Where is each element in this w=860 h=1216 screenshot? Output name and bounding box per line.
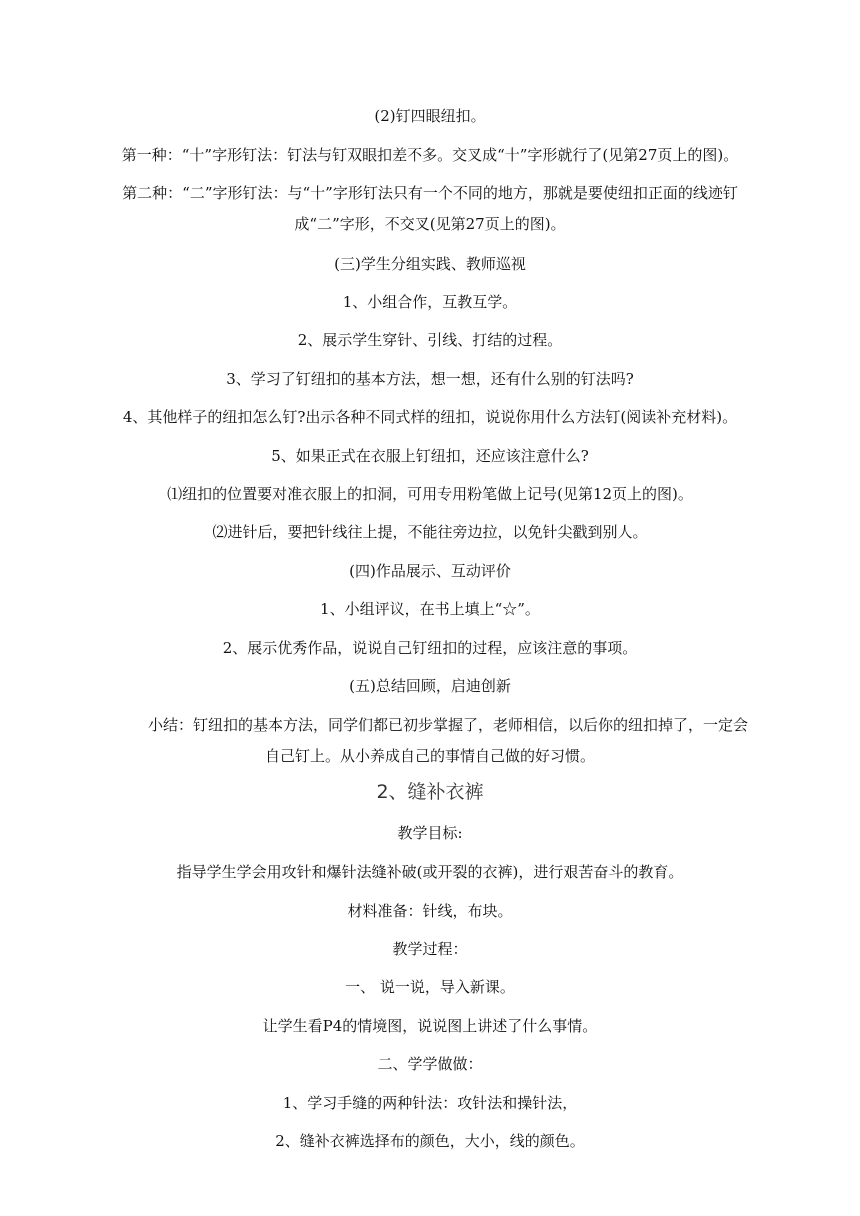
teaching-goals-text: 指导学生学会用攻针和爆针法缝补破(或开裂的衣裤)，进行艰苦奋斗的教育。 (176, 863, 684, 881)
list-item: 2、展示学生穿针、引线、打结的过程。 (297, 331, 563, 349)
list-item: 2、展示优秀作品，说说自己钉纽扣的过程，应该注意的事项。 (222, 639, 638, 657)
list-item: 1、小组评议，在书上填上“☆”。 (320, 600, 540, 618)
lesson-title: 2、缝补衣裤 (376, 781, 484, 803)
paragraph-summary: 小结：钉纽扣的基本方法，同学们都已初步掌握了，老师相信，以后你的纽扣掉了，一定会 (147, 716, 748, 734)
section-heading-practice: (三)学生分组实践、教师巡视 (334, 255, 526, 273)
teaching-goals-label: 教学目标: (397, 824, 463, 842)
list-item: ⑵进针后，要把针线往上提，不能往旁边拉，以免针尖戳到别人。 (212, 523, 648, 541)
list-item: 1、小组合作，互教互学。 (342, 293, 518, 311)
paragraph-summary-cont: 自己钉上。从小养成自己的事情自己做的好习惯。 (264, 747, 595, 765)
list-item: 1、学习手缝的两种针法：攻针法和操针法， (282, 1094, 578, 1112)
step-heading-one: 一、 说一说，导入新课。 (345, 978, 515, 996)
materials-text: 材料准备：针线，布块。 (347, 902, 513, 920)
list-item: 4、其他样子的纽扣怎么钉?出示各种不同式样的纽扣，说说你用什么方法钉(阅读补充材料)。 (122, 408, 738, 426)
paragraph-method-one: 第一种：“十”字形钉法：钉法与钉双眼扣差不多。交叉成“十”字形就行了(见第27页上的图)。 (121, 146, 739, 164)
section-heading-showcase: (四)作品展示、互动评价 (349, 562, 511, 580)
teaching-process-label: 教学过程： (392, 940, 468, 958)
step-heading-two: 二、学学做做： (377, 1055, 483, 1073)
list-item: ⑴纽扣的位置要对准衣服上的扣洞，可用专用粉笔做上记号(见第12页上的图)。 (167, 485, 693, 503)
list-item: 5、如果正式在衣服上钉纽扣，还应该注意什么? (271, 447, 589, 465)
step-text: 让学生看P4的情境图，说说图上讲述了什么事情。 (262, 1017, 598, 1035)
paragraph-method-two: 第二种：“二”字形钉法：与“十”字形钉法只有一个不同的地方，那就是要使纽扣正面的线迹钉 (122, 184, 738, 202)
list-item: 2、缝补衣裤选择布的颜色，大小，线的颜色。 (275, 1132, 585, 1150)
section-heading-summary: (五)总结回顾，启迪创新 (349, 677, 511, 695)
sub-heading-four-hole-button: (2)钉四眼纽扣。 (374, 107, 486, 125)
list-item: 3、学习了钉纽扣的基本方法，想一想，还有什么别的钉法吗? (226, 370, 634, 388)
paragraph-method-two-cont: 成“二”字形，不交叉(见第27页上的图)。 (294, 215, 566, 233)
